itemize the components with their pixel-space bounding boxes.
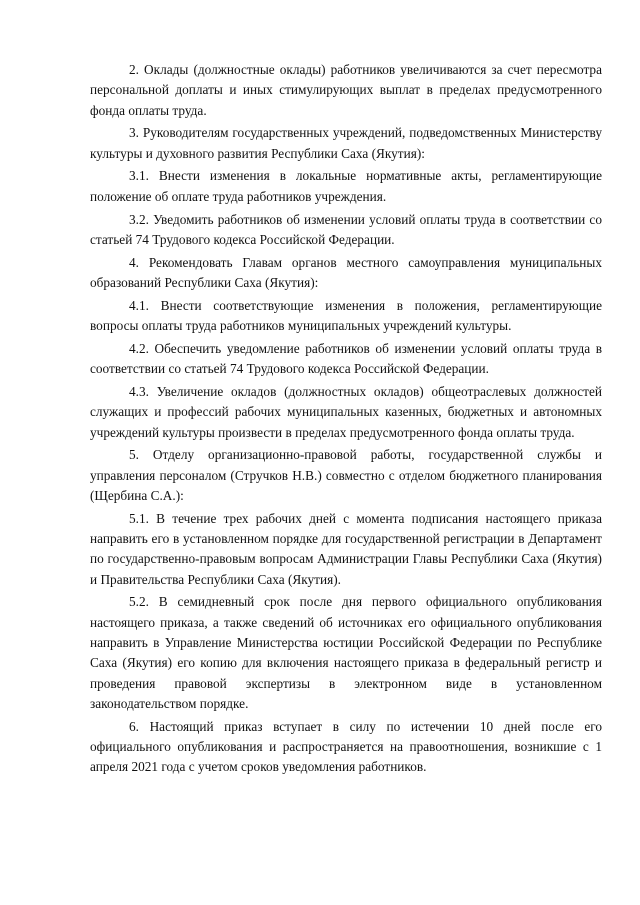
paragraph-4-3: 4.3. Увеличение окладов (должностных окладов) общеотраслевых должностей служащих и профессий рабочих муниципальных казенных, бюджетных и автономных учреждений культуры произвести в пределах предусмотренного фонда оплаты труда.: [90, 383, 602, 440]
paragraph-4: 4. Рекомендовать Главам органов местного самоуправления муниципальных образований Республики Саха (Якутия):: [90, 254, 602, 290]
paragraph-6: 6. Настоящий приказ вступает в силу по истечении 10 дней после его официального опубликования и распространяется на правоотношения, возникшие с 1 апреля 2021 года с учетом сроков уведомления работников.: [90, 718, 602, 775]
paragraph-5-1: 5.1. В течение трех рабочих дней с момента подписания настоящего приказа направить его в установленном порядке для государственной регистрации в Департамент по государственно-правовым вопросам Администрации Главы Республики Саха (Якутия) и Правительства Республики Саха (Якутия).: [90, 510, 602, 587]
paragraph-5-2: 5.2. В семидневный срок после дня первого официального опубликования настоящего приказа, а также сведений об источниках его официального опубликования направить в Управление Министерства юстиции Российской Федерации по Республике Саха (Якутия) его копию для включения настоящего приказа в федеральный регистр и проведения правовой экспертизы в электронном виде в установленном законодательством порядке.: [90, 594, 602, 711]
paragraph-3: 3. Руководителям государственных учреждений, подведомственных Министерству культуры и духовного развития Республики Саха (Якутия):: [90, 125, 602, 161]
paragraph-3-2: 3.2. Уведомить работников об изменении условий оплаты труда в соответствии со статьей 74 Трудового кодекса Российской Федерации.: [90, 211, 602, 247]
paragraph-4-1: 4.1. Внести соответствующие изменения в положения, регламентирующие вопросы оплаты труда работников муниципальных учреждений культуры.: [90, 297, 602, 334]
paragraph-4-2: 4.2. Обеспечить уведомление работников об изменении условий оплаты труда в соответствии со статьей 74 Трудового кодекса Российской Федерации.: [90, 340, 602, 377]
document-body: [90, 60, 602, 780]
paragraph-5: 5. Отделу организационно-правовой работы, государственной службы и управления персоналом (Стручков Н.В.) совместно с отделом бюджетного планирования (Щербина С.А.):: [90, 447, 602, 503]
paragraph-3-1: 3.1. Внести изменения в локальные нормативные акты, регламентирующие положение об оплате труда работников учреждения.: [90, 168, 602, 204]
paragraph-2: 2. Оклады (должностные оклады) работников увеличиваются за счет пересмотра персональной доплаты и иных стимулирующих выплат в пределах предусмотренного фонда оплаты труда.: [90, 62, 602, 118]
